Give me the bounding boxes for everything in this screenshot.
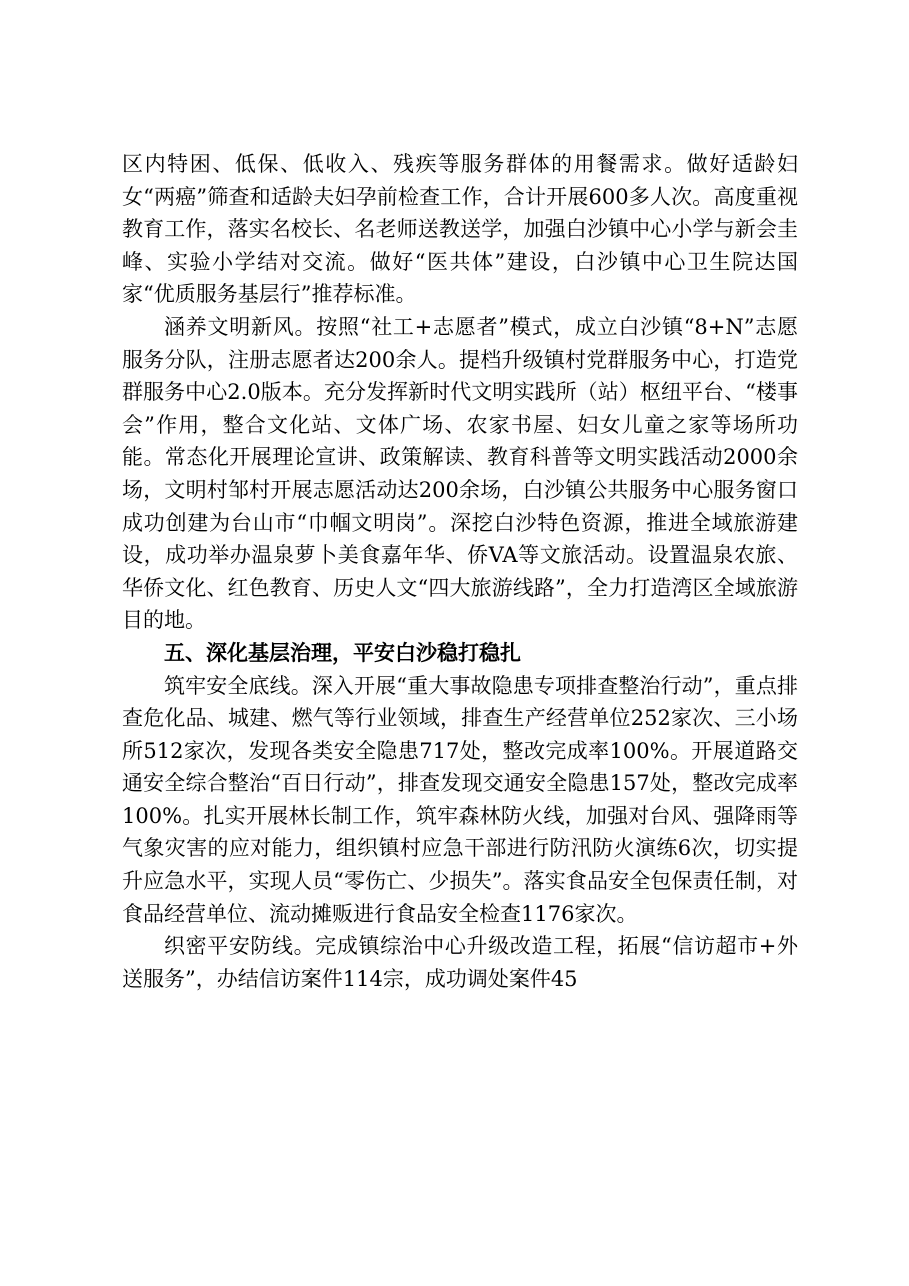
section-heading-grassroots-governance: 五、深化基层治理，平安白沙稳打稳扎 [164, 640, 521, 665]
paragraph-peace-defense: 织密平安防线。完成镇综治中心升级改造工程，拓展“信访超市+外送服务”，办结信访案件114宗，成功调处案件45 [122, 934, 798, 991]
paragraph-civilization-culture: 涵养文明新风。按照“社工+志愿者”模式，成立白沙镇“8+N”志愿服务分队，注册志愿者达200余人。提档升级镇村党群服务中心，打造党群服务中心2.0版本。充分发挥新时代文明实践所（站）枢纽平台、“楼事会”作用，整合文化站、文体广场、农家书屋、妇女儿童之家等场所功能。常态化开展理论宣讲、政策解读、教育科普等文明实践活动2000余场，文明村邹村开展志愿活动达200余场，白沙镇公共服务中心服务窗口成功创建为台山市“巾帼文明岗”。深挖白沙特色资源，推进全域旅游建设，成功举办温泉萝卜美食嘉年华、侨VA等文旅活动。设置温泉农旅、华侨文化、红色教育、历史人文“四大旅游线路”，全力打造湾区全域旅游目的地。 [122, 314, 798, 633]
document-page [122, 148, 798, 995]
paragraph-elderly-care-health-education: 区内特困、低保、低收入、残疾等服务群体的用餐需求。做好适龄妇女“两癌”筛查和适龄夫妇孕前检查工作，合计开展600多人次。高度重视教育工作，落实名校长、名老师送教送学，加强白沙镇中心小学与新会圭峰、实验小学结对交流。做好“医共体”建设，白沙镇中心卫生院达国家“优质服务基层行”推荐标准。 [122, 152, 798, 307]
paragraph-safety-baseline: 筑牢安全底线。深入开展“重大事故隐患专项排查整治行动”，重点排查危化品、城建、燃气等行业领域，排查生产经营单位252家次、三小场所512家次，发现各类安全隐患717处，整改完成率100%。开展道路交通安全综合整治“百日行动”，排查发现交通安全隐患157处，整改完成率100%。扎实开展林长制工作，筑牢森林防火线，加强对台风、强降雨等气象灾害的应对能力，组织镇村应急干部进行防汛防火演练6次，切实提升应急水平，实现人员“零伤亡、少损失”。落实食品安全包保责任制，对食品经营单位、流动摊贩进行食品安全检查1176家次。 [122, 673, 798, 926]
